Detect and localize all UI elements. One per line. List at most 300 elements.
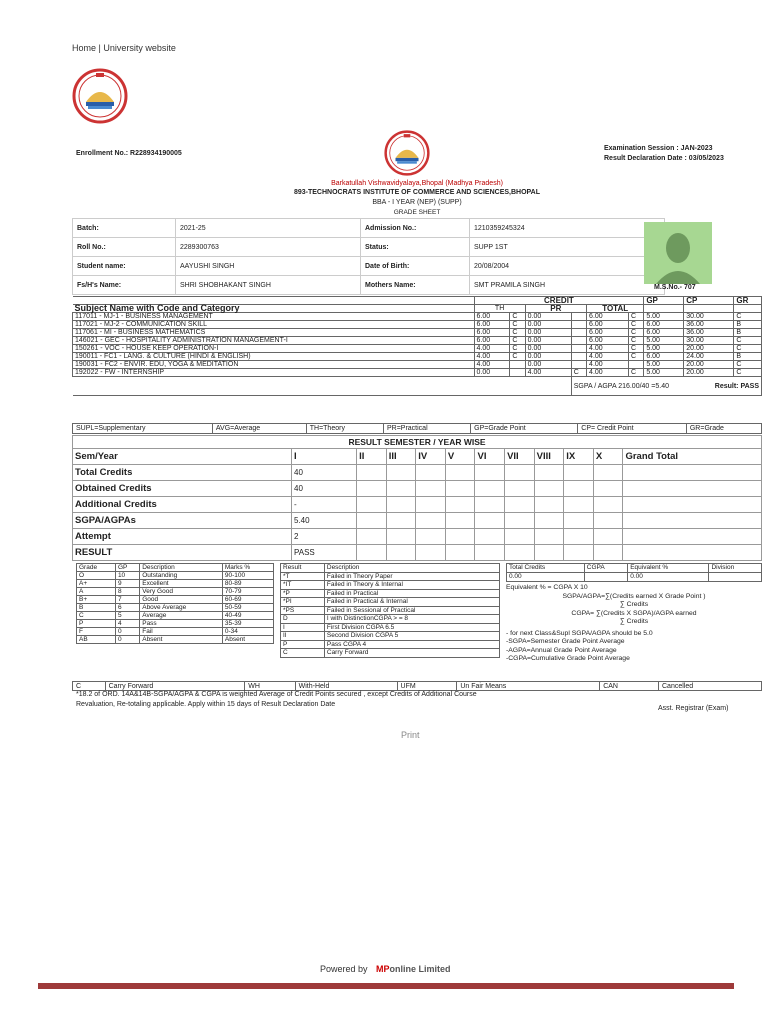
result-row-cell — [564, 465, 594, 481]
grade-row — [77, 628, 274, 636]
subject-c1: C — [510, 345, 525, 353]
result-legend-row — [281, 598, 500, 607]
subject-c3: C — [628, 321, 643, 329]
exam-session: Examination Session : JAN-2023 — [604, 145, 713, 152]
result-row-cell — [475, 545, 505, 561]
subject-name: 146021 - GEC - HOSPITALITY ADMINISTRATION MANAGEMENT-I — [73, 337, 475, 345]
result-row-cell — [416, 465, 446, 481]
result-row-cell — [593, 481, 623, 497]
grade-cell: 35-39 — [222, 620, 273, 628]
result-legend-cell: Failed in Theory Paper — [324, 572, 499, 581]
subject-cp: 20.00 — [684, 345, 734, 353]
result-row-label: Obtained Credits — [73, 481, 292, 497]
mponline-logo-mp: MP — [376, 964, 390, 974]
result-row-cell — [386, 529, 416, 545]
result-col-header: II — [357, 449, 387, 465]
subject-gp: 6.00 — [644, 353, 684, 361]
result-legend-cell: Failed in Practical & Internal — [324, 598, 499, 607]
subject-c1: C — [510, 329, 525, 337]
subject-gr: C — [734, 369, 762, 377]
status-code-cell: UFM — [397, 682, 457, 691]
grade-cell: 80-89 — [222, 580, 273, 588]
subject-c1 — [510, 369, 525, 377]
grade-cell: A — [77, 588, 116, 596]
result-row-cell — [593, 513, 623, 529]
formula-notes — [506, 584, 762, 664]
student-name-value: AAYUSHI SINGH — [176, 257, 361, 276]
result-row-cell — [593, 529, 623, 545]
subject-cp: 36.00 — [684, 329, 734, 337]
result-declaration-date: Result Declaration Date : 03/05/2023 — [604, 155, 724, 162]
result-legend-cell: Second Division CGPA 5 — [324, 632, 499, 641]
grade-header: GP — [115, 564, 139, 572]
subject-c1: C — [510, 313, 525, 321]
result-col-header: X — [593, 449, 623, 465]
result-row-cell — [475, 513, 505, 529]
status-code-cell: Carry Forward — [105, 682, 245, 691]
result-legend-cell: *PS — [281, 606, 325, 615]
grade-cell: 10 — [115, 572, 139, 580]
grade-cell: Very Good — [140, 588, 223, 596]
result-legend-cell: I with DistinctionCGPA > = 8 — [324, 615, 499, 624]
nav-separator: | — [98, 43, 101, 53]
mponline-logo — [376, 964, 451, 974]
sgpa-formula-denominator: ∑ Credits — [619, 601, 649, 608]
result-legend-cell: Failed in Practical — [324, 589, 499, 598]
subject-name: 117061 - MI - BUSINESS MATHEMATICS — [73, 329, 475, 337]
result-row-cell — [416, 529, 446, 545]
grade-cell: Average — [140, 612, 223, 620]
dob-label: Date of Birth: — [361, 257, 470, 276]
grade-sheet — [72, 126, 762, 719]
result-legend-cell: Failed in Theory & Internal — [324, 581, 499, 590]
result-col-header: VI — [475, 449, 505, 465]
legend-item: PR=Practical — [383, 424, 470, 434]
result-row-cell — [534, 497, 564, 513]
next-class-note: - for next Class&Supl SGPA/AGPA should be 5.0 — [506, 629, 653, 637]
subject-gp: 6.00 — [644, 321, 684, 329]
subject-cp: 30.00 — [684, 337, 734, 345]
subject-total: 4.00 — [587, 361, 629, 369]
subject-cp: 20.00 — [684, 361, 734, 369]
subject-total: 4.00 — [587, 345, 629, 353]
result-row — [73, 497, 762, 513]
result-row-sem1: PASS — [292, 545, 357, 561]
sheet-title: GRADE SHEET — [393, 209, 441, 216]
result-row-cell — [505, 513, 535, 529]
subject-c3 — [628, 361, 643, 369]
result-row-cell — [623, 481, 762, 497]
grade-cell: 7 — [115, 596, 139, 604]
grade-cell: Absent — [140, 636, 223, 644]
agpa-definition: -AGPA=Annual Grade Point Average — [506, 646, 617, 654]
grade-legend-table — [76, 563, 274, 644]
top-nav — [72, 43, 176, 53]
result-col-header: IV — [416, 449, 446, 465]
powered-by-label: Powered by — [320, 964, 368, 974]
grade-cell: Good — [140, 596, 223, 604]
result-row-cell — [445, 497, 475, 513]
legend-item: AVG=Average — [212, 424, 306, 434]
result-semester-title: RESULT SEMESTER / YEAR WISE — [73, 436, 762, 449]
status-codes-table — [72, 681, 762, 691]
subject-c3: C — [628, 313, 643, 321]
result-row-cell — [445, 529, 475, 545]
sgpa-definition: -SGPA=Semester Grade Point Average — [506, 638, 625, 645]
subject-cp: 30.00 — [684, 313, 734, 321]
gp-header: GP — [644, 297, 684, 305]
result-legend-row — [281, 615, 500, 624]
subject-name: 192022 - FW - INTERNSHIP — [73, 369, 475, 377]
result-row-cell — [564, 545, 594, 561]
status-code-cell: Cancelled — [659, 682, 762, 691]
legend-item: CP= Credit Point — [578, 424, 687, 434]
result-col-header: VII — [505, 449, 535, 465]
legend-item: GR=Grade — [686, 424, 761, 434]
result-legend-cell: Carry Forward — [324, 649, 499, 658]
result-legend-header: Result — [281, 564, 325, 573]
mother-name-label: Mothers Name: — [361, 276, 470, 295]
mother-name-value: SMT PRAMILA SINGH — [470, 276, 665, 295]
subject-name: 117021 - MJ-2 - COMMUNICATION SKILL — [73, 321, 475, 329]
result-col-header: Sem/Year — [73, 449, 292, 465]
student-photo — [644, 222, 712, 284]
grade-header: Marks % — [222, 564, 273, 572]
roll-value: 2289300763 — [176, 238, 361, 257]
subjects-table — [72, 296, 762, 396]
abbreviation-legend — [72, 423, 762, 434]
ms-number: M.S.No.- 707 — [654, 284, 696, 291]
result-legend-row — [281, 589, 500, 598]
result-row-sem1: 5.40 — [292, 513, 357, 529]
subject-c3: C — [628, 353, 643, 361]
subject-total: 4.00 — [587, 353, 629, 361]
grade-header: Description — [140, 564, 223, 572]
grade-cell: 50-59 — [222, 604, 273, 612]
result-legend-cell: *PI — [281, 598, 325, 607]
subject-name: 190031 - FC2 - ENVIR. EDU, YOGA & MEDITATION — [73, 361, 475, 369]
father-name-label: Fs/H's Name: — [73, 276, 176, 295]
subject-pr: 4.00 — [525, 369, 571, 377]
subject-c3: C — [628, 345, 643, 353]
grade-cell: 0 — [115, 636, 139, 644]
legend-item: TH=Theory — [306, 424, 383, 434]
grade-row — [77, 596, 274, 604]
subject-gr: C — [734, 345, 762, 353]
subject-c2 — [571, 313, 586, 321]
subject-th: 6.00 — [474, 329, 510, 337]
result-legend-row — [281, 581, 500, 590]
subject-c2 — [571, 361, 586, 369]
grade-row — [77, 612, 274, 620]
result-row-sem1: - — [292, 497, 357, 513]
sgpa-formula: SGPA/AGPA=∑(Credits earned X Grade Point ) — [562, 592, 706, 600]
dob-value: 20/08/2004 — [470, 257, 665, 276]
total-header: TOTAL — [587, 305, 644, 313]
grade-cell: P — [77, 620, 116, 628]
result-row-sem1: 2 — [292, 529, 357, 545]
result-col-header: Grand Total — [623, 449, 762, 465]
subject-c1: C — [510, 337, 525, 345]
sheet-logo — [384, 130, 430, 176]
subject-c3: C — [628, 337, 643, 345]
grade-row — [77, 572, 274, 580]
subject-gr: C — [734, 337, 762, 345]
result-row-cell — [445, 465, 475, 481]
print-button[interactable]: Print — [401, 730, 420, 740]
result-row-cell — [475, 529, 505, 545]
enrollment-number: Enrollment No.: R228934190005 — [76, 150, 182, 157]
cgpa-formula-denominator: ∑ Credits — [619, 618, 649, 625]
result-row-cell — [623, 513, 762, 529]
ordinance-note: *18.2 of ORD. 14A&14B-SGPA/AGPA & CGPA is weighted Average of Credit Points secured , except Credits of Additional Course — [76, 691, 477, 698]
subject-c3: C — [628, 369, 643, 377]
result-row-cell — [505, 481, 535, 497]
result-row-cell — [416, 497, 446, 513]
grade-cell: Pass — [140, 620, 223, 628]
institute-name: 893-TECHNOCRATS INSTITUTE OF COMMERCE AND SCIENCES,BHOPAL — [293, 189, 541, 196]
result-row-label: RESULT — [73, 545, 292, 561]
sheet-header — [72, 126, 762, 416]
result-row-cell — [386, 481, 416, 497]
result-legend-row — [281, 640, 500, 649]
subject-gp: 5.00 — [644, 337, 684, 345]
batch-value: 2021-25 — [176, 219, 361, 238]
university-website-link[interactable]: University website — [103, 43, 176, 53]
grade-cell: 0-34 — [222, 628, 273, 636]
admission-label: Admission No.: — [361, 219, 470, 238]
cgpa-summary-value: 0.00 — [507, 573, 585, 582]
registrar-signature-label: Asst. Registrar (Exam) — [658, 705, 729, 712]
result-legend-cell: First Division CGPA 6.5 — [324, 623, 499, 632]
result-row-cell — [505, 497, 535, 513]
cgpa-summary-table — [506, 563, 762, 582]
subject-c2 — [571, 321, 586, 329]
result-row-cell — [534, 513, 564, 529]
grade-row — [77, 580, 274, 588]
result-row-label: Total Credits — [73, 465, 292, 481]
subject-th: 4.00 — [474, 353, 510, 361]
subject-total: 6.00 — [587, 313, 629, 321]
grade-cell: 5 — [115, 612, 139, 620]
result-row-cell — [623, 465, 762, 481]
result-row-cell — [357, 465, 387, 481]
legend-item: GP=Grade Point — [471, 424, 578, 434]
subject-c1: C — [510, 321, 525, 329]
subject-gr: C — [734, 313, 762, 321]
result-row-cell — [357, 481, 387, 497]
cgpa-formula: CGPA= ∑(Credits X SGPA)/AGPA earned — [571, 609, 697, 617]
subject-pr: 0.00 — [525, 345, 571, 353]
status-code-cell: CAN — [600, 682, 659, 691]
result-row-cell — [475, 481, 505, 497]
subject-th: 0.00 — [474, 369, 510, 377]
grade-row — [77, 604, 274, 612]
grade-cell: 90-100 — [222, 572, 273, 580]
result-legend-cell: *T — [281, 572, 325, 581]
result-row — [73, 529, 762, 545]
result-row-cell — [564, 513, 594, 529]
status-label: Status: — [361, 238, 470, 257]
grade-cell: B — [77, 604, 116, 612]
subject-name: 117011 - MJ-1 - BUSINESS MANAGEMENT — [73, 313, 475, 321]
revaluation-note: Revaluation, Re-totaling applicable. Apply within 15 days of Result Declaration Date — [76, 701, 336, 708]
subject-cp: 36.00 — [684, 321, 734, 329]
cgpa-summary-value — [709, 573, 762, 582]
result-row-cell — [357, 513, 387, 529]
subject-cp: 24.00 — [684, 353, 734, 361]
grade-row — [77, 620, 274, 628]
course-name: BBA - I YEAR (NEP) (SUPP) — [372, 199, 462, 206]
result-row-cell — [505, 529, 535, 545]
result-row — [73, 545, 762, 561]
th-header: TH — [474, 305, 525, 313]
university-name: Barkatullah Vishwavidyalaya,Bhopal (Madhya Pradesh) — [331, 180, 503, 187]
result-row-cell — [564, 497, 594, 513]
pr-header: PR — [525, 305, 586, 313]
subject-total: 6.00 — [587, 321, 629, 329]
grade-row — [77, 636, 274, 644]
status-value: SUPP 1ST — [470, 238, 665, 257]
result-legend-cell: Failed in Sessional of Practical — [324, 606, 499, 615]
home-link[interactable]: Home — [72, 43, 97, 53]
result-legend-cell: *IT — [281, 581, 325, 590]
subject-th: 6.00 — [474, 337, 510, 345]
cgpa-summary-value — [584, 573, 627, 582]
subject-c2 — [571, 329, 586, 337]
result-legend-row — [281, 623, 500, 632]
exam-info — [604, 144, 724, 164]
result-row-cell — [564, 481, 594, 497]
result-semester-table — [72, 435, 762, 561]
result-col-header: III — [386, 449, 416, 465]
cgpa-summary-header: Total Credits — [507, 564, 585, 573]
result-col-header: V — [445, 449, 475, 465]
subject-c2 — [571, 337, 586, 345]
university-logo — [72, 68, 128, 124]
result-row-cell — [386, 465, 416, 481]
cgpa-summary-header: Equivalent % — [628, 564, 709, 573]
grade-cell: F — [77, 628, 116, 636]
subject-gr: B — [734, 353, 762, 361]
subject-c2 — [571, 353, 586, 361]
result-legend-cell: D — [281, 615, 325, 624]
result-row-cell — [505, 465, 535, 481]
result-row-cell — [416, 545, 446, 561]
result-row — [73, 481, 762, 497]
subject-th: 4.00 — [474, 361, 510, 369]
subject-pr: 0.00 — [525, 329, 571, 337]
subject-row — [73, 329, 762, 337]
result-row-cell — [416, 481, 446, 497]
subject-pr: 0.00 — [525, 321, 571, 329]
result-legend-cell: I — [281, 623, 325, 632]
subject-pr: 0.00 — [525, 337, 571, 345]
sgpa-summary: SGPA / AGPA 216.00/40 =5.40 — [573, 382, 669, 390]
subject-total: 6.00 — [587, 337, 629, 345]
gr-header: GR — [734, 297, 762, 305]
roll-label: Roll No.: — [73, 238, 176, 257]
subject-gr: B — [734, 321, 762, 329]
result-row-cell — [534, 545, 564, 561]
grade-cell: 70-79 — [222, 588, 273, 596]
subject-c1 — [510, 361, 525, 369]
subject-gp: 6.00 — [644, 329, 684, 337]
result-row-cell — [534, 465, 564, 481]
result-row-cell — [505, 545, 535, 561]
result-row-cell — [475, 497, 505, 513]
result-row-cell — [445, 481, 475, 497]
grade-cell: 0 — [115, 628, 139, 636]
footer-bar — [38, 983, 734, 989]
grade-cell: Outstanding — [140, 572, 223, 580]
subject-row — [73, 313, 762, 321]
subject-row — [73, 369, 762, 377]
subject-header: Subject Name with Code and Category — [73, 305, 475, 313]
equivalent-formula: Equivalent % = CGPA X 10 — [506, 584, 588, 591]
subject-name: 190011 - FC1 - LANG. & CULTURE (HINDI & ENGLISH) — [73, 353, 475, 361]
cgpa-summary-header: CGPA — [584, 564, 627, 573]
result-row-cell — [534, 481, 564, 497]
grade-cell: B+ — [77, 596, 116, 604]
subject-row — [73, 361, 762, 369]
result-legend-row — [281, 572, 500, 581]
grade-cell: Fail — [140, 628, 223, 636]
subject-th: 6.00 — [474, 313, 510, 321]
result-legend-cell: Pass CGPA 4 — [324, 640, 499, 649]
result-legend-row — [281, 606, 500, 615]
result-col-header: I — [292, 449, 357, 465]
result-legend-cell: *P — [281, 589, 325, 598]
result-row-sem1: 40 — [292, 465, 357, 481]
result-row — [73, 513, 762, 529]
grade-cell: C — [77, 612, 116, 620]
result-summary: Result: PASS — [714, 382, 759, 390]
result-legend-row — [281, 649, 500, 658]
result-row-cell — [416, 513, 446, 529]
subject-c1: C — [510, 353, 525, 361]
subject-th: 4.00 — [474, 345, 510, 353]
cgpa-definition: -CGPA=Cumulative Grade Point Average — [506, 655, 630, 662]
result-row-cell — [357, 497, 387, 513]
grade-cell: 40-49 — [222, 612, 273, 620]
result-row-cell — [475, 465, 505, 481]
result-row-sem1: 40 — [292, 481, 357, 497]
subject-gp: 5.00 — [644, 313, 684, 321]
admission-value: 1210359245324 — [470, 219, 665, 238]
result-col-header: VIII — [534, 449, 564, 465]
grade-cell: Absent — [222, 636, 273, 644]
result-row-cell — [534, 529, 564, 545]
subject-pr: 0.00 — [525, 353, 571, 361]
grade-cell: 4 — [115, 620, 139, 628]
result-row-cell — [623, 497, 762, 513]
result-row-cell — [623, 529, 762, 545]
result-row-cell — [623, 545, 762, 561]
result-row-label: SGPA/AGPAs — [73, 513, 292, 529]
grade-cell: 6 — [115, 604, 139, 612]
status-code-cell: With-Held — [295, 682, 397, 691]
subject-row — [73, 321, 762, 329]
grade-cell: AB — [77, 636, 116, 644]
result-row-cell — [386, 513, 416, 529]
subject-pr: 0.00 — [525, 361, 571, 369]
subject-total: 6.00 — [587, 329, 629, 337]
grade-cell: Above Average — [140, 604, 223, 612]
result-row — [73, 465, 762, 481]
result-legend-table — [280, 563, 500, 658]
result-row-cell — [445, 545, 475, 561]
